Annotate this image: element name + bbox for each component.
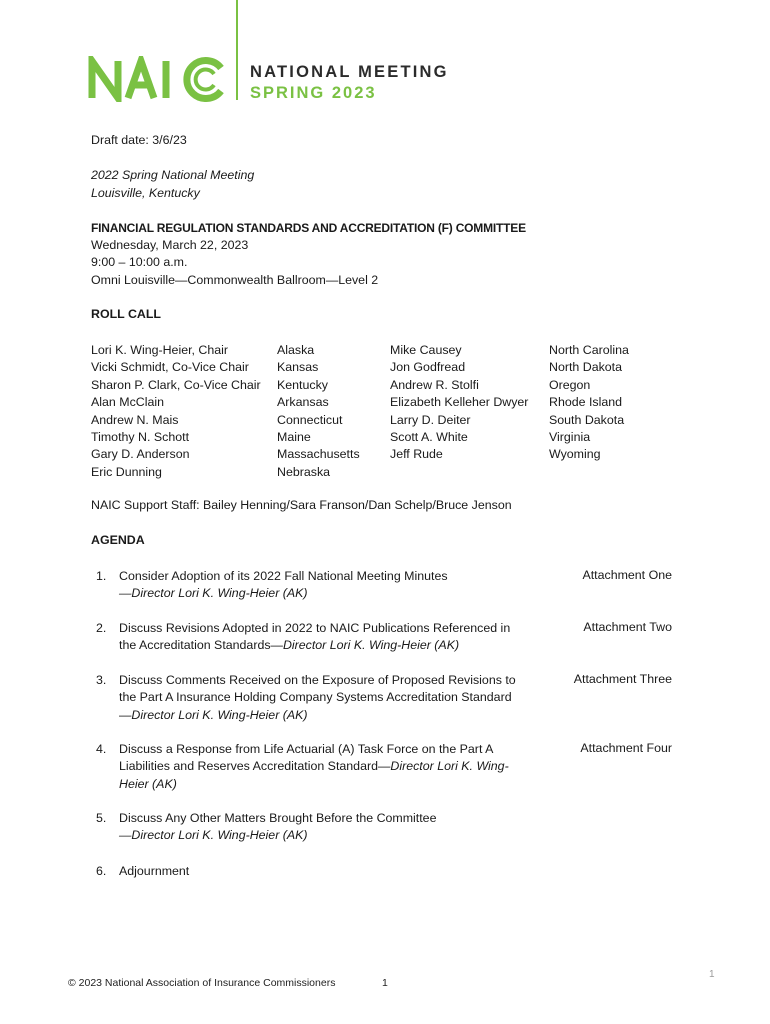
agenda-item-text: Discuss Comments Received on the Exposure of Proposed Revisions to the Part A Insurance Holding Company Systems Accreditation Standard— xyxy=(119,673,516,722)
member-name: Larry D. Deiter xyxy=(390,412,471,427)
roll-call-states-col1 xyxy=(277,342,360,481)
committee-title: FINANCIAL REGULATION STANDARDS AND ACCREDITATION (F) COMMITTEE xyxy=(91,221,526,235)
roll-call-states-col2 xyxy=(549,342,629,464)
agenda-text xyxy=(119,810,519,845)
agenda-text xyxy=(119,863,519,880)
agenda-item-text: Adjournment xyxy=(119,864,190,878)
agenda-attachment: Attachment Two xyxy=(583,620,672,634)
member-state: Rhode Island xyxy=(549,395,623,410)
member-name: Vicki Schmidt, Co-Vice Chair xyxy=(91,360,249,375)
member-state: Kentucky xyxy=(277,377,328,392)
member-name: Lori K. Wing-Heier, Chair xyxy=(91,343,229,357)
member-name: Scott A. White xyxy=(390,429,468,444)
agenda-item-text: Discuss Any Other Matters Brought Before the Committee xyxy=(119,811,437,825)
roll-call-heading: ROLL CALL xyxy=(91,307,161,321)
agenda-number: 1. xyxy=(96,569,107,583)
header-line2: SPRING 2023 xyxy=(250,84,377,102)
member-state: Alaska xyxy=(277,343,315,357)
member-state: North Carolina xyxy=(549,343,629,357)
agenda-number: 3. xyxy=(96,673,107,687)
agenda-heading: AGENDA xyxy=(91,533,145,547)
agenda-director: Director Lori K. Wing-Heier (AK) xyxy=(282,638,460,653)
member-name: Eric Dunning xyxy=(91,464,162,479)
committee-time: 9:00 – 10:00 a.m. xyxy=(91,255,188,269)
member-name: Elizabeth Kelleher Dwyer xyxy=(390,395,529,410)
header-divider xyxy=(236,0,238,100)
member-name: Mike Causey xyxy=(390,343,462,357)
corner-page-number: 1 xyxy=(709,969,715,980)
roll-call-names-col2 xyxy=(390,342,528,464)
member-state: Maine xyxy=(277,429,311,444)
agenda-text xyxy=(119,568,519,603)
agenda-item-text: Discuss Revisions Adopted in 2022 to NAIC Publications Referenced in the Accreditation Standards— xyxy=(119,621,511,653)
footer-copyright: © 2023 National Association of Insurance Commissioners xyxy=(68,977,336,989)
agenda-director: Director Lori K. Wing-Heier (AK) xyxy=(131,707,308,722)
member-state: Massachusetts xyxy=(277,447,360,462)
meeting-location: Louisville, Kentucky xyxy=(91,186,200,200)
member-state: Nebraska xyxy=(277,464,331,479)
member-state: North Dakota xyxy=(549,360,623,375)
agenda-attachment: Attachment Four xyxy=(580,741,672,755)
member-state: Connecticut xyxy=(277,412,343,427)
agenda-text xyxy=(119,741,519,793)
draft-date: Draft date: 3/6/23 xyxy=(91,133,187,147)
member-state: South Dakota xyxy=(549,412,625,427)
member-name: Gary D. Anderson xyxy=(91,447,190,462)
agenda-number: 5. xyxy=(96,811,107,825)
agenda-attachment: Attachment One xyxy=(582,568,672,582)
roll-call-names-col1 xyxy=(91,342,261,481)
agenda-text xyxy=(119,620,519,655)
member-name: Andrew R. Stolfi xyxy=(390,377,479,392)
agenda-attachment: Attachment Three xyxy=(573,672,672,686)
footer-page-number: 1 xyxy=(382,977,388,989)
committee-venue: Omni Louisville—Commonwealth Ballroom—Level 2 xyxy=(91,273,379,287)
member-name: Timothy N. Schott xyxy=(91,429,190,444)
member-state: Wyoming xyxy=(549,447,601,462)
agenda-text xyxy=(119,672,519,724)
member-name: Jon Godfread xyxy=(390,360,466,375)
member-state: Kansas xyxy=(277,360,319,375)
member-state: Arkansas xyxy=(277,395,329,410)
member-name: Jeff Rude xyxy=(390,447,443,462)
member-state: Virginia xyxy=(549,429,591,444)
agenda-number: 4. xyxy=(96,742,107,756)
agenda-director: —Director Lori K. Wing-Heier (AK) xyxy=(119,586,308,601)
agenda-director: Director Lori K. Wing-Heier (AK) xyxy=(119,759,509,791)
member-name: Andrew N. Mais xyxy=(91,412,179,427)
naic-logo-mark xyxy=(88,56,230,102)
meeting-name: 2022 Spring National Meeting xyxy=(91,168,255,182)
agenda-item-text: Consider Adoption of its 2022 Fall National Meeting Minutes xyxy=(119,569,448,583)
member-name: Alan McClain xyxy=(91,395,164,410)
agenda-number: 6. xyxy=(96,864,107,878)
agenda-item-text: Discuss a Response from Life Actuarial (A) Task Force on the Part A Liabilities and Reserves Accreditation Standard— xyxy=(119,742,493,774)
member-name: Sharon P. Clark, Co-Vice Chair xyxy=(91,377,261,392)
header-line1: NATIONAL MEETING xyxy=(250,63,449,81)
member-state: Oregon xyxy=(549,377,591,392)
committee-date: Wednesday, March 22, 2023 xyxy=(91,238,249,252)
agenda-number: 2. xyxy=(96,621,107,635)
support-staff: NAIC Support Staff: Bailey Henning/Sara Franson/Dan Schelp/Bruce Jenson xyxy=(91,498,512,512)
agenda-director: —Director Lori K. Wing-Heier (AK) xyxy=(119,828,308,843)
